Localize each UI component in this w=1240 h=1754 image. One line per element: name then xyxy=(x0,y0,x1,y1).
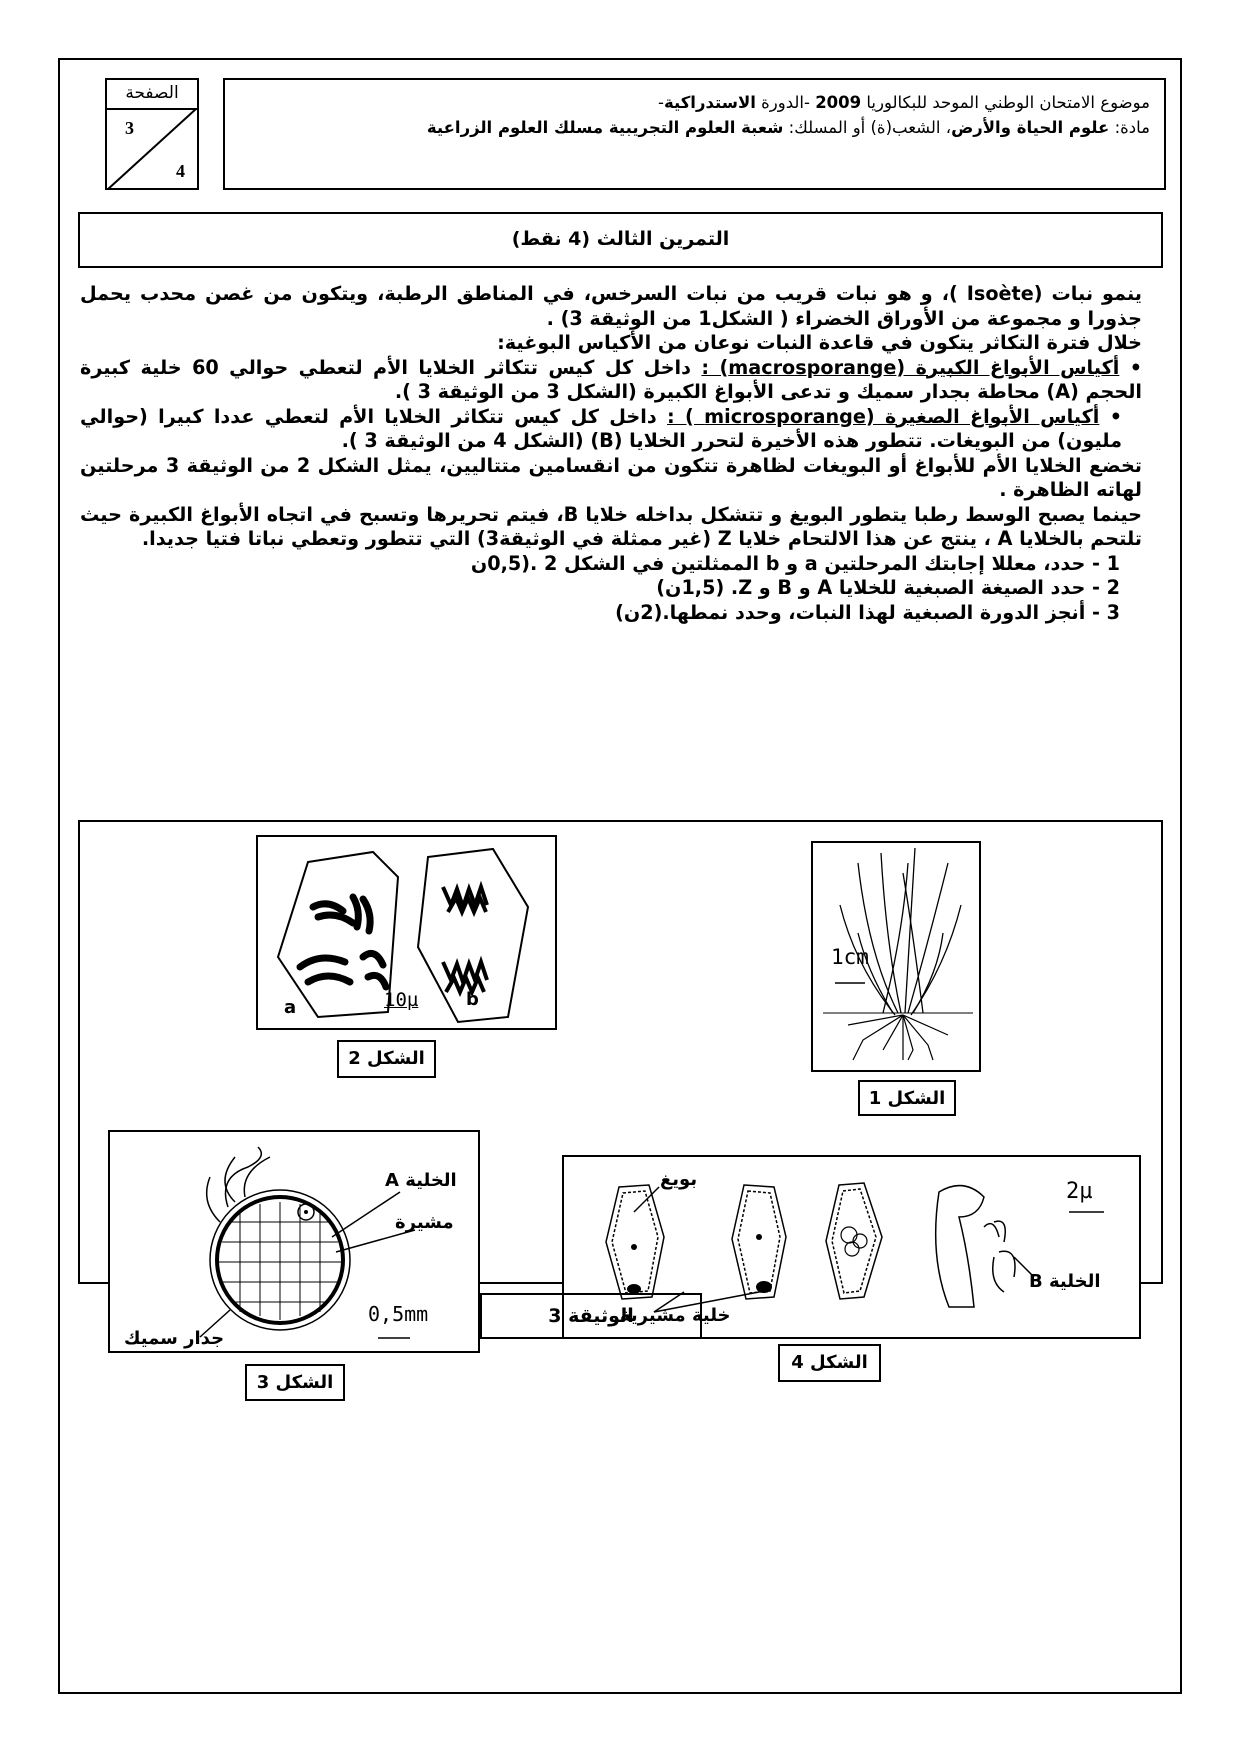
figure-2-caption: الشكل 2 xyxy=(337,1040,436,1078)
fig3-scale: 0,5mm xyxy=(368,1302,429,1326)
header-line-1: موضوع الامتحان الوطني الموحد للبكالوريا 2009 -الدورة الاستدراكية- xyxy=(658,93,1150,112)
fig4-scale: 2µ xyxy=(1066,1179,1093,1204)
stage-label-b: b xyxy=(466,989,479,1010)
label-microspore: بويغ xyxy=(660,1169,698,1190)
stage-label-a: a xyxy=(284,997,297,1018)
paragraph-reproduction: خلال فترة التكاثر يتكون في قاعدة النبات نوعان من الأكياس البوغية: xyxy=(497,331,1142,354)
bullet-macrosporange: • أكياس الأبواغ الكبيرة (macrosporange) : داخل كل كيس تتكاثر الخلايا الأم لتعطي حوالي 60 خلية كبيرة الحجم (A) محاطة بجدار سميك و تدعى الأبواغ الكبيرة (الشكل 3 من الوثيقة 3 ). xyxy=(80,355,1143,403)
page-current: 3 xyxy=(125,118,134,138)
page-label: الصفحة xyxy=(107,80,197,110)
bullet-microsporange: • أكياس الأبواغ الصغيرة (microsporange ) : داخل كل كيس تتكاثر الخلايا الأم لتعطي عددا كبيرا (حوالي مليون) من البويغات. تتطور هذه الأخيرة لتحرر الخلايا (B) (الشكل 4 من الوثيقة 3 ). xyxy=(80,404,1122,452)
paragraph-division: تخضع الخلايا الأم للأبواغ أو البويغات لظاهرة تتكون من انقسامين متتاليين، يمثل الشكل 2 من الوثيقة 3 مرحلتين لهاته الظاهرة . xyxy=(80,453,1143,501)
question-1: 1 - حدد، معللا إجابتك المرحلتين a و b الممثلتين في الشكل 2 .(0,5ن xyxy=(470,551,1120,575)
label-cell-b: الخلية B xyxy=(1029,1271,1101,1292)
paragraph-fertilization: حينما يصبح الوسط رطبا يتطور البويغ و تتشكل بداخله خلايا B، فيتم تحريرها وتسبح في اتجاه الأبواغ الكبيرة حيث تلتحم بالخلايا A ، ينتج عن هذا الالتحام خلايا Z (غير ممثلة في الوثيقة3) التي تتطور وتعطي نباتا فتيا جديدا. xyxy=(80,502,1142,550)
figure-3 xyxy=(108,1130,480,1353)
paragraph-intro: ينمو نبات (Isoète )، و هو نبات قريب من نبات السرخس، في المناطق الرطبة، ويتكون من غصن محدب يحمل جذورا و مجموعة من الأوراق الخضراء ( الشكل1 من الوثيقة 3) . xyxy=(80,282,1142,330)
question-3: 3 - أنجز الدورة الصبغية لهذا النبات، وحدد نمطها.(2ن) xyxy=(615,600,1120,624)
figure-1-caption: الشكل 1 xyxy=(858,1080,956,1116)
fig1-scale: 1cm xyxy=(831,945,869,969)
label-thick-wall: جدار سميك xyxy=(124,1328,225,1349)
figure-1 xyxy=(811,841,981,1072)
figure-4-caption: الشكل 4 xyxy=(778,1344,881,1382)
label-flagellum: مشيرة xyxy=(395,1212,454,1233)
figure-3-caption: الشكل 3 xyxy=(245,1364,345,1401)
page-number-box xyxy=(105,78,199,190)
label-flagellated-cell: خلية مشيرية xyxy=(620,1305,731,1326)
header-line-2: مادة: علوم الحياة والأرض، الشعب(ة) أو المسلك: شعبة العلوم التجريبية مسلك العلوم الزراعية xyxy=(426,118,1150,137)
exercise-title: التمرين الثالث (4 نقط) xyxy=(78,212,1163,268)
exam-header xyxy=(223,78,1166,190)
exercise-body xyxy=(80,282,1160,625)
page-total: 4 xyxy=(176,161,185,181)
document-3-caption: الوثيقة 3 xyxy=(480,1293,702,1339)
question-2: 2 - حدد الصيغة الصبغية للخلايا A و B و Z. (1,5ن) xyxy=(656,576,1120,599)
fig2-scale: 10µ xyxy=(384,989,419,1011)
label-cell-a: الخلية A xyxy=(385,1170,457,1191)
figure-2 xyxy=(256,835,557,1030)
